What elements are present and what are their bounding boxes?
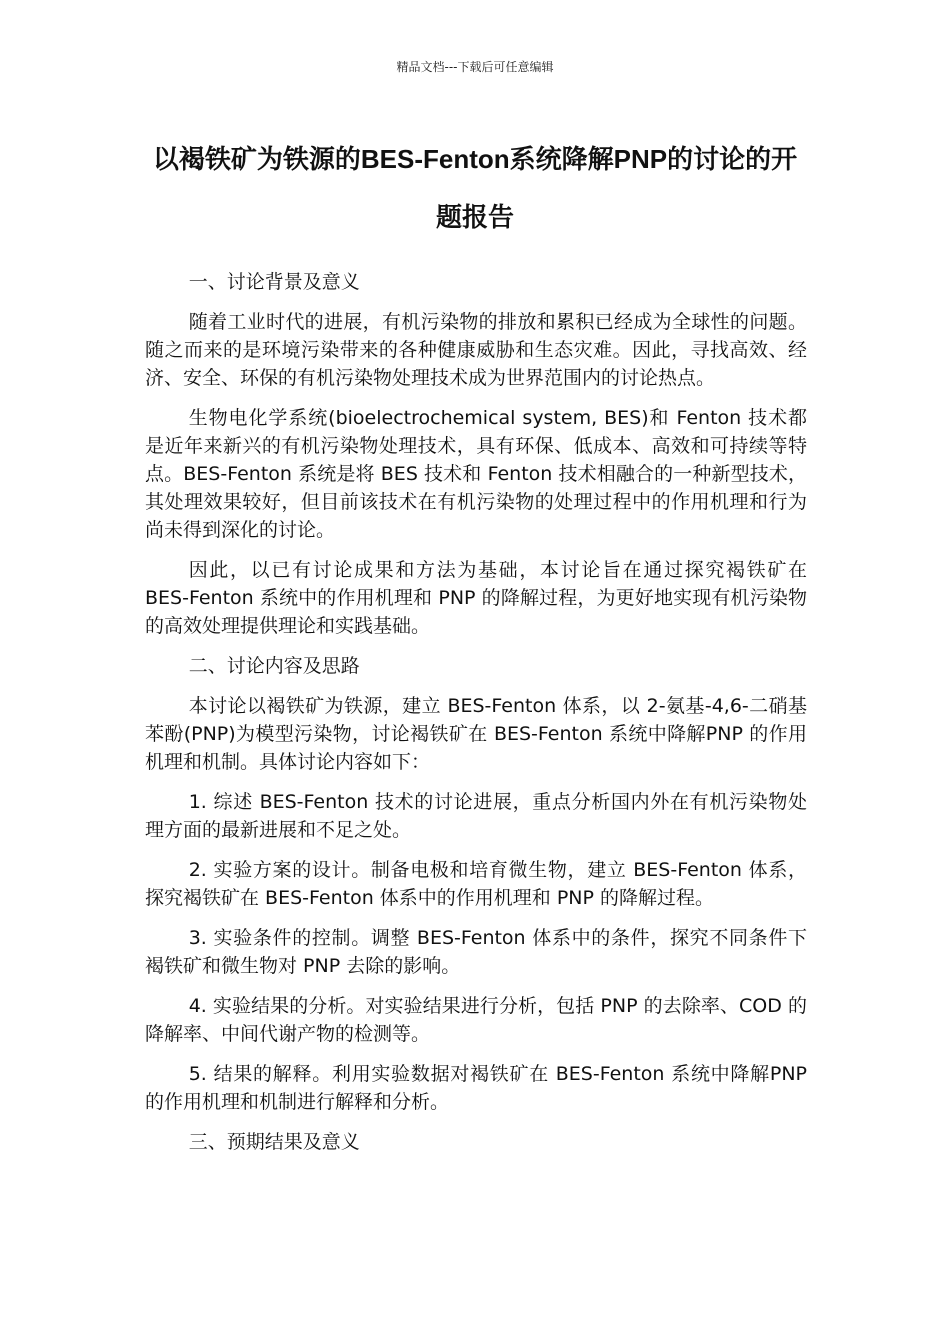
document-title: 以褐铁矿为铁源的BES-Fenton系统降解PNP的讨论的开题报告 (152, 144, 798, 232)
section-heading-3: 三、预期结果及意义 (188, 1131, 360, 1153)
header-note: 精品文档---下载后可任意编辑 (396, 60, 554, 74)
list-item: 2. 实验方案的设计。制备电极和培育微生物，建立 BES-Fenton 体系，探究褐铁矿在 BES-Fenton 体系中的作用机理和 PNP 的降解过程。 (145, 859, 807, 909)
section-heading-2: 二、讨论内容及思路 (188, 655, 360, 677)
list-item: 5. 结果的解释。利用实验数据对褐铁矿在 BES-Fenton 系统中降解PNP 的作用机理和机制进行解释和分析。 (145, 1063, 807, 1113)
list-item: 3. 实验条件的控制。调整 BES-Fenton 体系中的条件，探究不同条件下褐铁矿和微生物对 PNP 去除的影响。 (145, 927, 807, 977)
list-item: 1. 综述 BES-Fenton 技术的讨论进展，重点分析国内外在有机污染物处理方面的最新进展和不足之处。 (145, 791, 807, 841)
section-heading-1: 一、讨论背景及意义 (188, 271, 360, 293)
paragraph: 因此，以已有讨论成果和方法为基础，本讨论旨在通过探究褐铁矿在 BES-Fenton 系统中的作用机理和 PNP 的降解过程，为更好地实现有机污染物的高效处理提供理论和实践基础。 (145, 559, 807, 637)
list-item: 4. 实验结果的分析。对实验结果进行分析，包括 PNP 的去除率、COD 的降解率、中间代谢产物的检测等。 (145, 995, 807, 1045)
document-body (145, 268, 807, 1168)
paragraph: 生物电化学系统(bioelectrochemical system, BES)和 Fenton 技术都是近年来新兴的有机污染物处理技术，具有环保、低成本、高效和可持续等特点。BES-Fenton 系统是将 BES 技术和 Fenton 技术相融合的一种新型技术，其处理效果较好，但目前该技术在有机污染物的处理过程中的作用机理和行为尚未得到深化的讨论。 (145, 407, 807, 541)
paragraph: 本讨论以褐铁矿为铁源，建立 BES-Fenton 体系，以 2-氨基-4,6-二硝基苯酚(PNP)为模型污染物，讨论褐铁矿在 BES-Fenton 系统中降解PNP 的作用机理和机制。具体讨论内容如下： (145, 695, 807, 773)
paragraph: 随着工业时代的进展，有机污染物的排放和累积已经成为全球性的问题。随之而来的是环境污染带来的各种健康威胁和生态灾难。因此，寻找高效、经济、安全、环保的有机污染物处理技术成为世界范围内的讨论热点。 (145, 311, 807, 389)
